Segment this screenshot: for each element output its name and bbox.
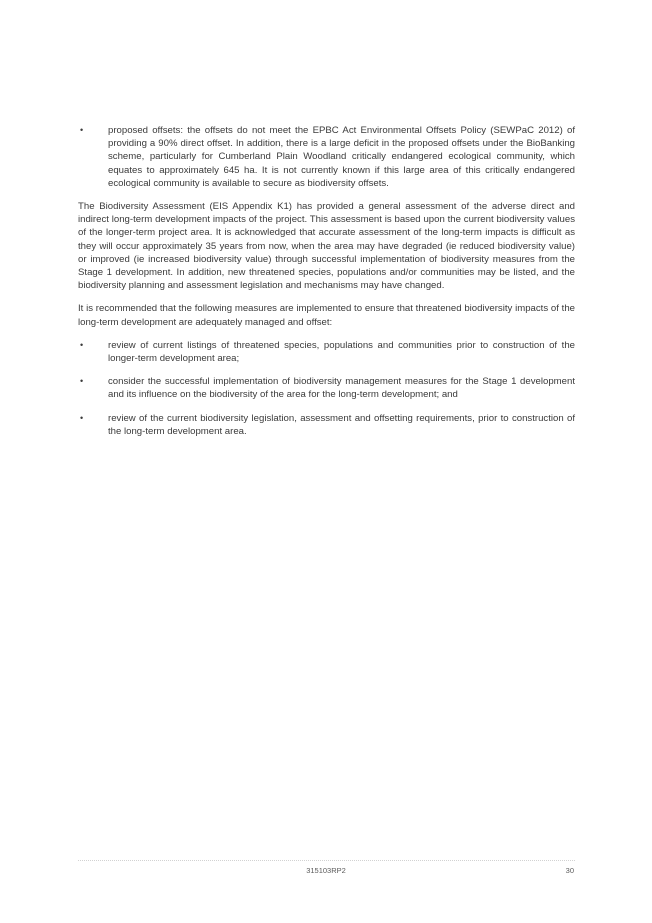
bullet-marker: • [80,125,84,135]
bullet-text-review-legislation: review of the current biodiversity legislation, assessment and offsetting requirements, prior to construction of the long-term development area. [108,412,575,437]
footer-divider [78,860,575,861]
bullet-marker: • [80,339,84,350]
bullet-text-proposed-offsets: proposed offsets: the offsets do not meet the EPBC Act Environmental Offsets Policy (SEWPaC 2012) of providing a 90% direct offset. In addition, there is a large deficit in the proposed offsets under the BioBanking scheme, particularly for Cumberland Plain Woodland critically endangered ecological community, which equates to approximately 645 ha. It is not currently known if this large area of this critically endangered ecological community is available to secure as biodiversity offsets. [108,125,575,189]
paragraph-recommendation: It is recommended that the following measures are implemented to ensure that threatened biodiversity impacts of the long-term development are adequately managed and offset: [78,303,575,328]
footer-document-code: 315103RP2 [306,866,346,875]
footer-page-number: 30 [565,866,574,875]
page-content [78,124,575,448]
paragraph-biodiversity-assessment: The Biodiversity Assessment (EIS Appendix K1) has provided a general assessment of the adverse direct and indirect long-term development impacts of the project. This assessment is based upon the current biodiversity values of the longer-term project area. It is acknowledged that accurate assessment of the long-term impacts is difficult as they will occur approximately 35 years from now, when the area may have degraded (ie reduced biodiversity value) or improved (ie increased biodiversity value) through successful implementation of biodiversity measures from the Stage 1 development. In addition, new threatened species, populations and/or communities may be listed, and the biodiversity planning and assessment legislation and mechanisms may have changed. [78,201,575,292]
bullet-item [78,412,575,438]
bullet-item [78,339,575,365]
bullet-item [78,375,575,401]
bullet-text-review-listings: review of current listings of threatened species, populations and communities prior to construction of the longer-term development area; [108,339,575,365]
bullet-item [78,124,575,190]
bullet-marker: • [80,412,84,423]
bullet-marker: • [80,376,84,387]
bullet-text-consider-implementation: consider the successful implementation of biodiversity management measures for the Stage 1 development and its influence on the biodiversity of the area for the long-term development; and [108,376,575,401]
